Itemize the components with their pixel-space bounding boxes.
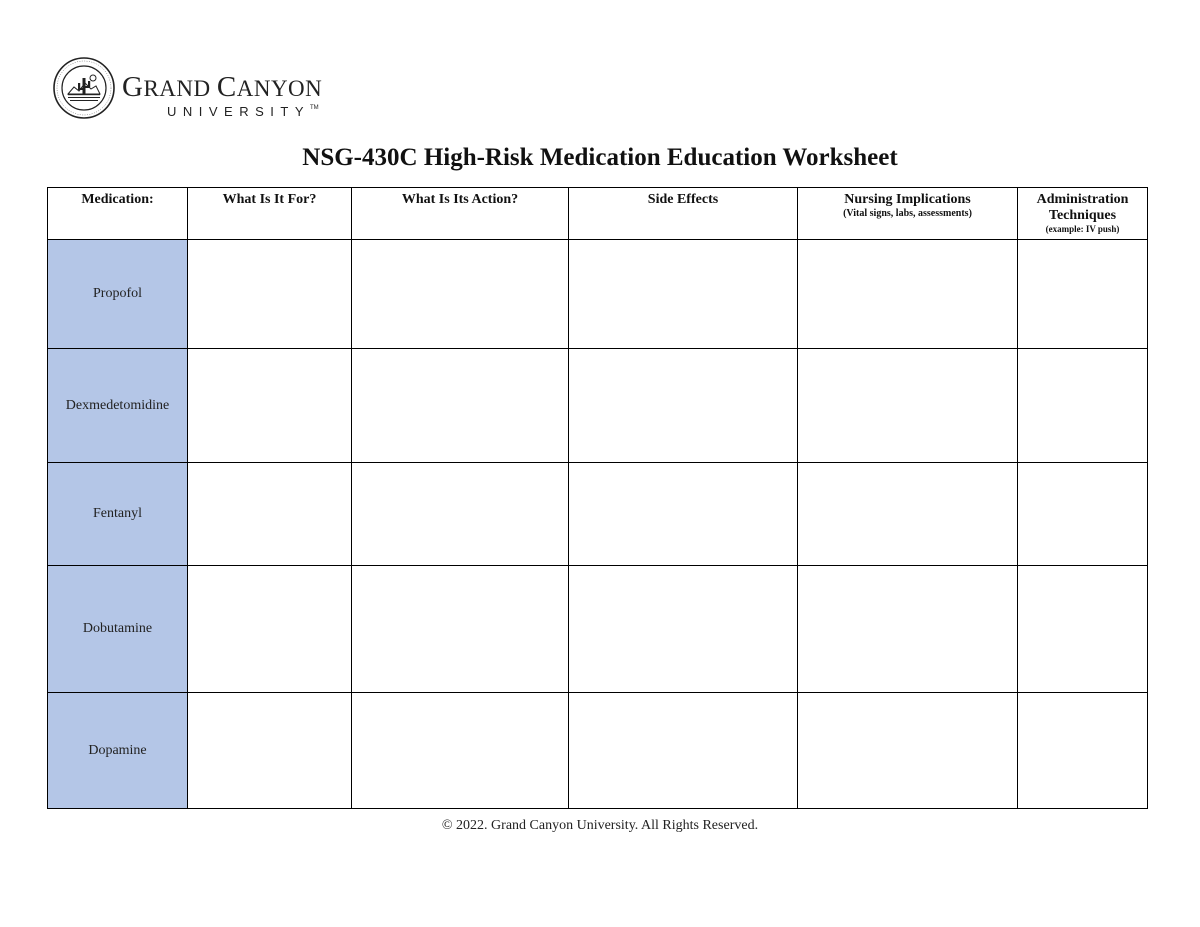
administration-cell[interactable] [1018, 349, 1148, 463]
nursing-implications-cell[interactable] [798, 693, 1018, 809]
medication-cell: Dobutamine [48, 566, 188, 693]
header-administration-note: (example: IV push) [1045, 224, 1120, 234]
university-subtitle: UNIVERSITY™ [167, 104, 319, 119]
table-row [48, 240, 1148, 349]
university-logo [52, 56, 352, 122]
university-name: GRAND CANYON [122, 71, 323, 103]
side-effects-cell[interactable] [569, 693, 798, 809]
header-medication: Medication: [48, 188, 188, 240]
table-row [48, 693, 1148, 809]
nursing-implications-cell[interactable] [798, 463, 1018, 566]
what-is-it-for-cell[interactable] [188, 566, 352, 693]
nursing-implications-cell[interactable] [798, 566, 1018, 693]
nursing-implications-cell[interactable] [798, 349, 1018, 463]
trademark-mark: TM [310, 105, 319, 111]
what-is-it-for-cell[interactable] [188, 240, 352, 349]
action-cell[interactable] [352, 693, 569, 809]
copyright-footer: © 2022. Grand Canyon University. All Rights Reserved. [441, 818, 759, 833]
administration-cell[interactable] [1018, 566, 1148, 693]
medication-cell: Dexmedetomidine [48, 349, 188, 463]
header-administration-techniques: Administration Techniques (example: IV push) [1018, 188, 1148, 240]
what-is-it-for-cell[interactable] [188, 463, 352, 566]
table-row [48, 349, 1148, 463]
administration-cell[interactable] [1018, 463, 1148, 566]
table-row [48, 566, 1148, 693]
side-effects-cell[interactable] [569, 349, 798, 463]
what-is-it-for-cell[interactable] [188, 349, 352, 463]
action-cell[interactable] [352, 349, 569, 463]
side-effects-cell[interactable] [569, 566, 798, 693]
university-seal-icon [52, 56, 116, 120]
administration-cell[interactable] [1018, 240, 1148, 349]
nursing-implications-cell[interactable] [798, 240, 1018, 349]
header-action: What Is Its Action? [352, 188, 569, 240]
medication-cell: Dopamine [48, 693, 188, 809]
action-cell[interactable] [352, 463, 569, 566]
medication-cell: Propofol [48, 240, 188, 349]
side-effects-cell[interactable] [569, 240, 798, 349]
header-nursing-implications: Nursing Implications (Vital signs, labs, assessments) [798, 188, 1018, 240]
header-what-is-it-for: What Is It For? [188, 188, 352, 240]
side-effects-cell[interactable] [569, 463, 798, 566]
medication-worksheet-table [47, 187, 1148, 809]
action-cell[interactable] [352, 566, 569, 693]
header-nursing-implications-note: (Vital signs, labs, assessments) [843, 208, 972, 219]
table-header-row [48, 188, 1148, 240]
header-side-effects: Side Effects [569, 188, 798, 240]
page-title: NSG-430C High-Risk Medication Education Worksheet [302, 144, 898, 171]
table-row [48, 463, 1148, 566]
medication-cell: Fentanyl [48, 463, 188, 566]
action-cell[interactable] [352, 240, 569, 349]
what-is-it-for-cell[interactable] [188, 693, 352, 809]
administration-cell[interactable] [1018, 693, 1148, 809]
